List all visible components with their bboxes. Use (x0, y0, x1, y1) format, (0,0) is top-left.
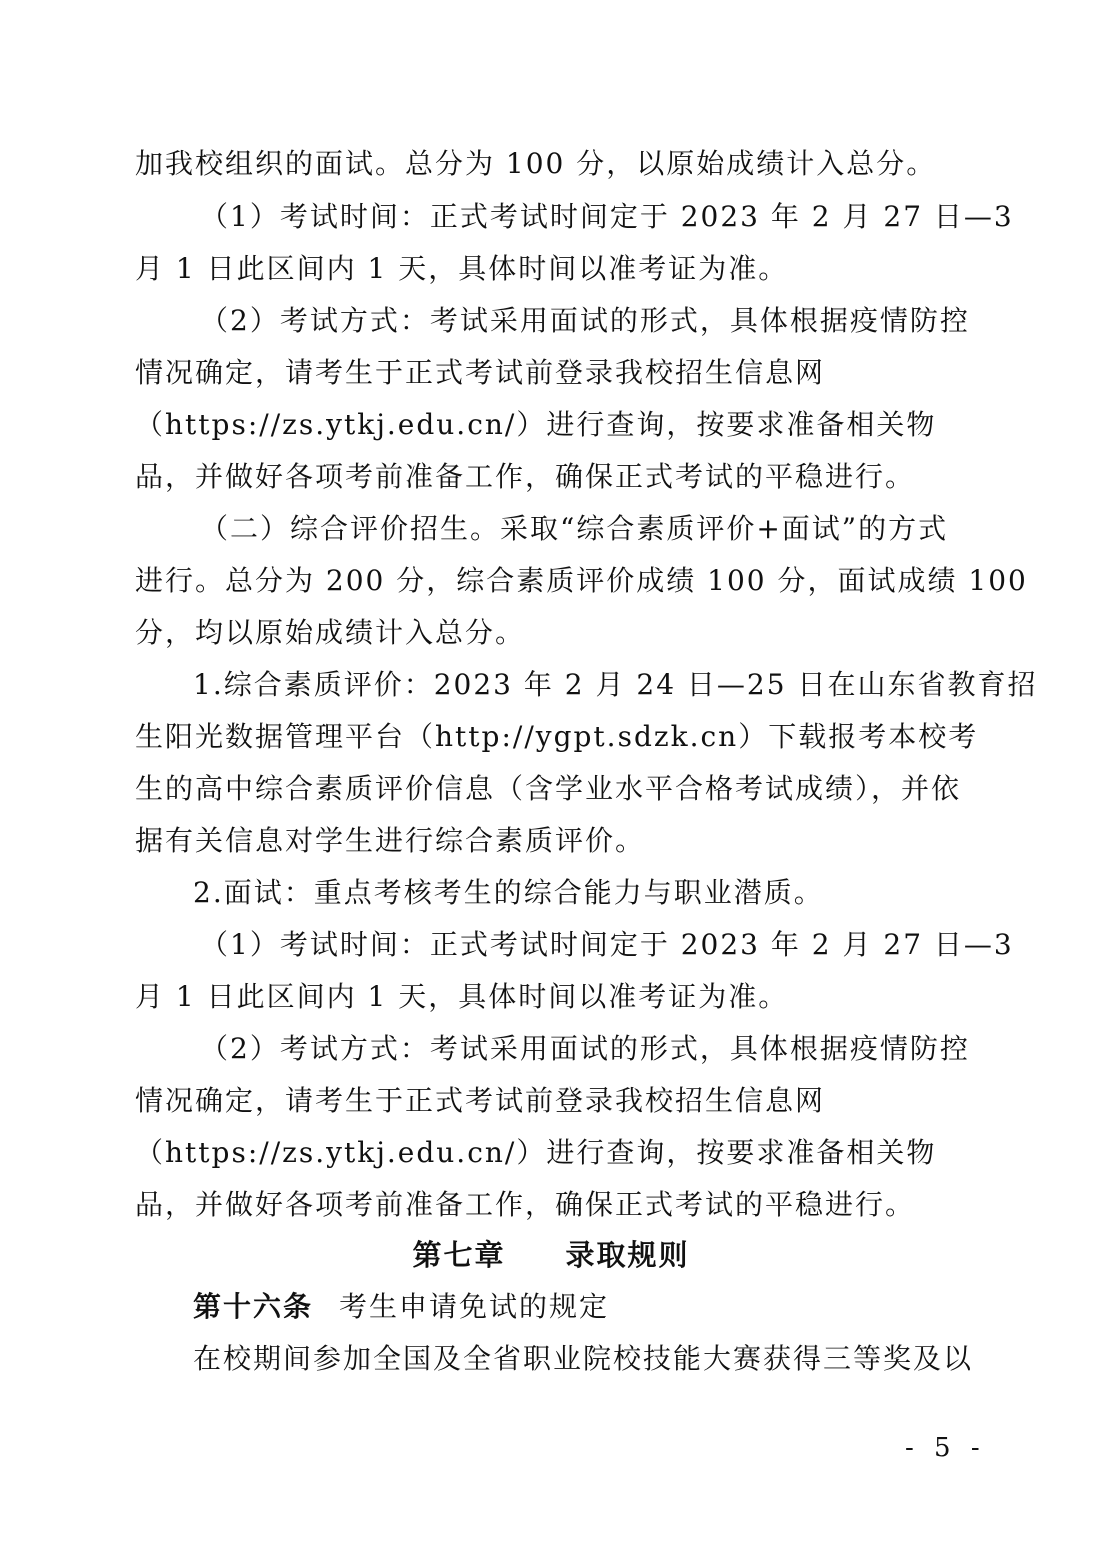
body-line-21: 品，并做好各项考前准备工作，确保正式考试的平稳进行。 (135, 1188, 916, 1221)
body-line-13: 生的高中综合素质评价信息（含学业水平合格考试成绩），并依 (135, 772, 962, 805)
body-line-12: 生阳光数据管理平台（http://ygpt.sdzk.cn）下载报考本校考 (135, 720, 979, 753)
body-line-9: 进行。总分为 200 分，综合素质评价成绩 100 分，面试成绩 100 (135, 564, 1028, 597)
body-line-15: 2.面试：重点考核考生的综合能力与职业潜质。 (193, 876, 824, 909)
body-line-4: （2）考试方式：考试采用面试的形式，具体根据疫情防控 (200, 304, 970, 337)
article-title: 考生申请免试的规定 (339, 1290, 610, 1323)
body-line-17: 月 1 日此区间内 1 天，具体时间以准考证为准。 (135, 980, 789, 1013)
body-line-1: 加我校组织的面试。总分为 100 分，以原始成绩计入总分。 (135, 147, 937, 180)
body-line-16: （1）考试时间：正式考试时间定于 2023 年 2 月 27 日—3 (200, 928, 1014, 961)
body-line-3: 月 1 日此区间内 1 天，具体时间以准考证为准。 (135, 252, 789, 285)
chapter-heading (0, 1237, 1102, 1273)
body-line-19: 情况确定，请考生于正式考试前登录我校招生信息网 (135, 1084, 826, 1117)
body-line-11: 1.综合素质评价：2023 年 2 月 24 日—25 日在山东省教育招 (193, 668, 1038, 701)
body-line-10: 分，均以原始成绩计入总分。 (135, 616, 526, 649)
chapter-title: 录取规则 (565, 1238, 690, 1272)
body-line-8: （二）综合评价招生。采取“综合素质评价+面试”的方式 (200, 512, 949, 545)
body-line-2: （1）考试时间：正式考试时间定于 2023 年 2 月 27 日—3 (200, 200, 1014, 233)
body-line-last: 在校期间参加全国及全省职业院校技能大赛获得三等奖及以 (193, 1342, 974, 1375)
article-heading (193, 1289, 1023, 1325)
body-line-6: （https://zs.ytkj.edu.cn/）进行查询，按要求准备相关物 (135, 408, 937, 441)
chapter-number: 第七章 (412, 1238, 506, 1272)
page-number: - 5 - (905, 1433, 986, 1463)
body-line-5: 情况确定，请考生于正式考试前登录我校招生信息网 (135, 356, 826, 389)
body-line-7: 品，并做好各项考前准备工作，确保正式考试的平稳进行。 (135, 460, 916, 493)
body-line-18: （2）考试方式：考试采用面试的形式，具体根据疫情防控 (200, 1032, 970, 1065)
body-line-14: 据有关信息对学生进行综合素质评价。 (135, 824, 646, 857)
article-number: 第十六条 (193, 1290, 314, 1323)
body-line-20: （https://zs.ytkj.edu.cn/）进行查询，按要求准备相关物 (135, 1136, 937, 1169)
